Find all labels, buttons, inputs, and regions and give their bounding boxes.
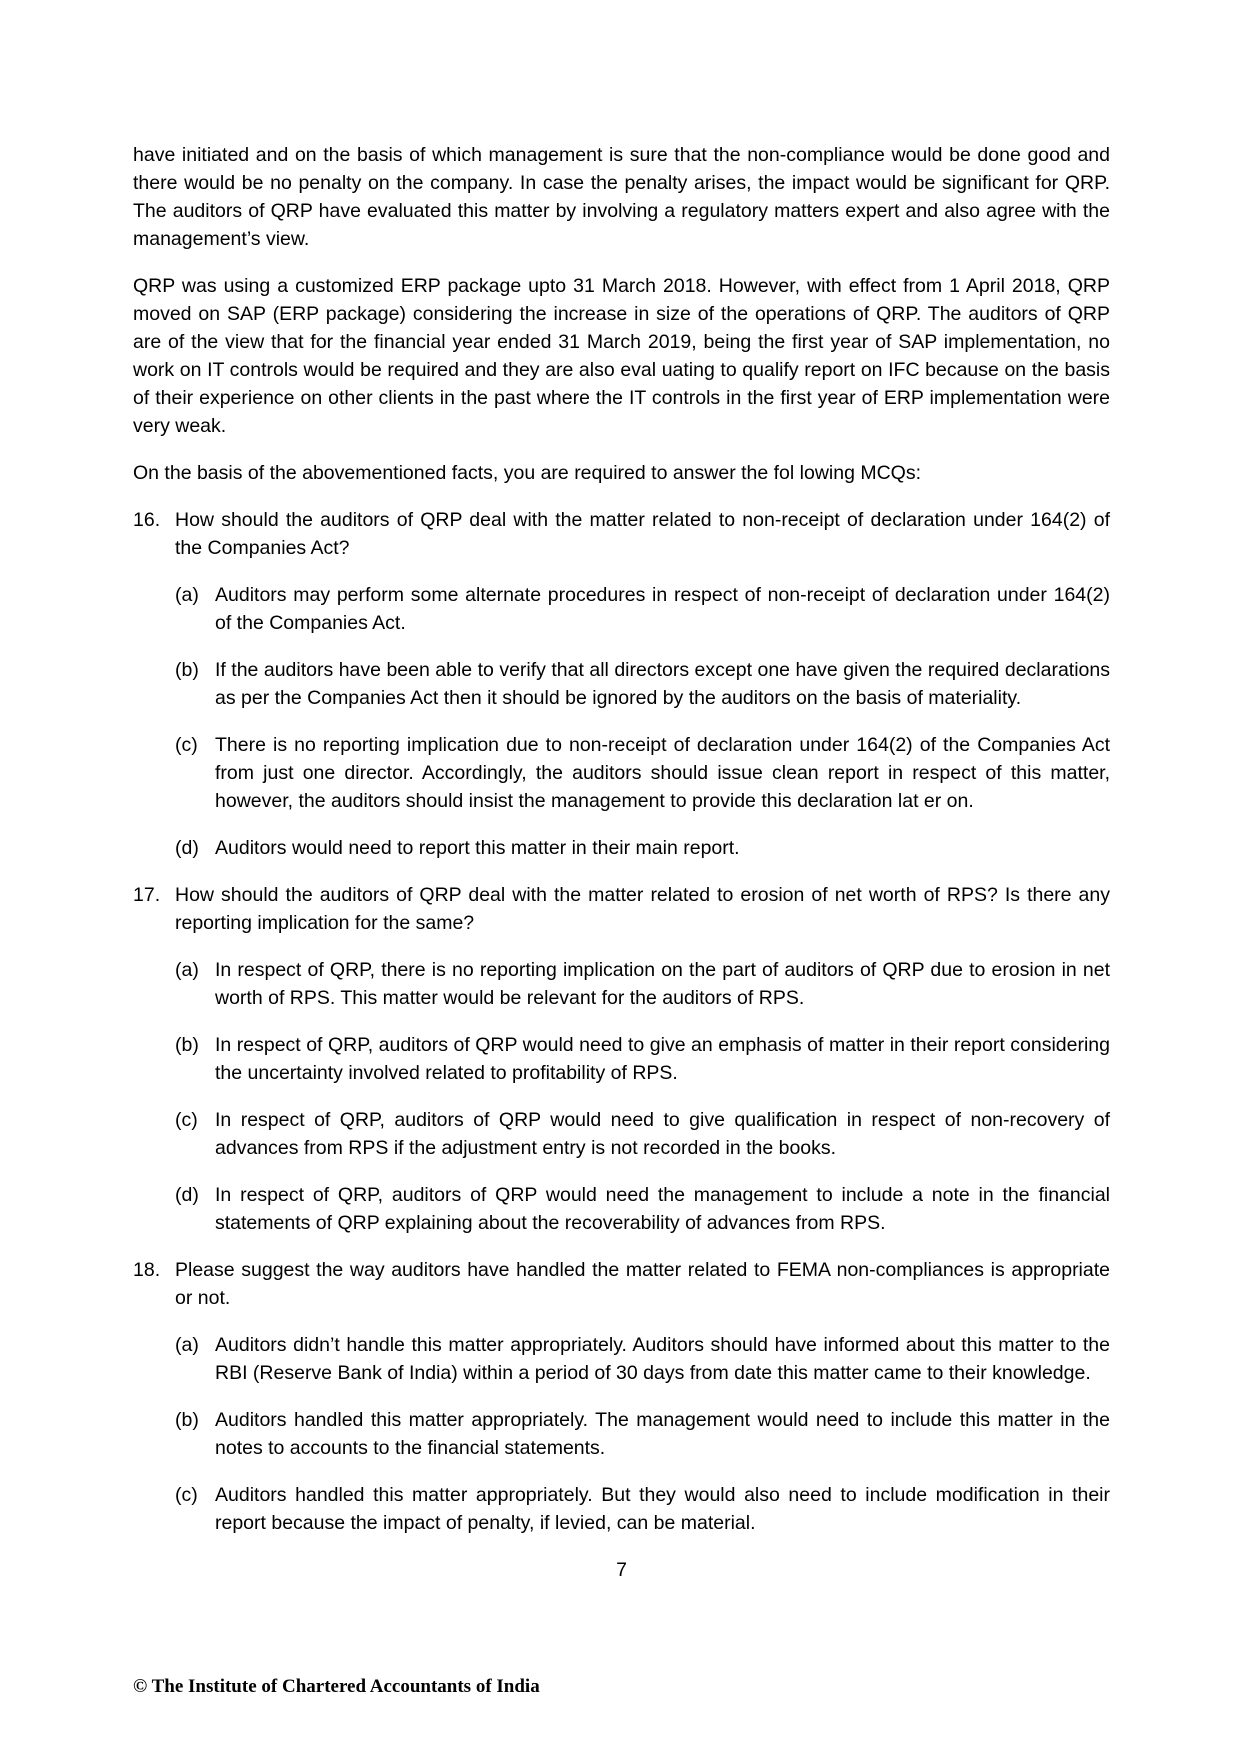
question-text: How should the auditors of QRP deal with the matter related to erosion of net worth of RPS? Is there any reporting implication for the same? <box>175 884 1110 934</box>
option-label: (b) <box>175 1034 199 1056</box>
option-label: (c) <box>175 734 198 756</box>
question-17-option-d <box>175 1181 1110 1237</box>
question-16-option-d <box>175 834 1110 862</box>
option-label: (a) <box>175 959 199 981</box>
option-label: (a) <box>175 584 199 606</box>
option-text: In respect of QRP, there is no reporting implication on the part of auditors of QRP due to erosion in net worth of RPS. This matter would be relevant for the auditors of RPS. <box>215 959 1110 1009</box>
question-17 <box>133 881 1110 937</box>
option-text: Auditors would need to report this matter in their main report. <box>215 837 740 859</box>
option-text: Auditors handled this matter appropriately. The management would need to include this matter in the notes to accounts to the financial statements. <box>215 1409 1110 1459</box>
option-text: Auditors handled this matter appropriately. But they would also need to include modification in their report because the impact of penalty, if levied, can be material. <box>215 1484 1110 1534</box>
question-number: 17. <box>133 884 161 906</box>
option-text: Auditors didn’t handle this matter appropriately. Auditors should have informed about this matter to the RBI (Reserve Bank of India) within a period of 30 days from date this matter came to their knowledge. <box>215 1334 1110 1384</box>
question-17-option-b <box>175 1031 1110 1087</box>
question-number: 16. <box>133 509 161 531</box>
intro-paragraph-1: have initiated and on the basis of which management is sure that the non-compliance would be done good and there would be no penalty on the company. In case the penalty arises, the impact would be significant for QRP. The auditors of QRP have evaluated this matter by involving a regulatory matters expert and also agree with the management’s view. <box>133 144 1110 250</box>
option-text: In respect of QRP, auditors of QRP would need the management to include a note in the financial statements of QRP explaining about the recoverability of advances from RPS. <box>215 1184 1110 1234</box>
question-text: How should the auditors of QRP deal with the matter related to non-receipt of declaration under 164(2) of the Companies Act? <box>175 509 1110 559</box>
option-label: (b) <box>175 1409 199 1431</box>
question-18 <box>133 1256 1110 1312</box>
option-text: In respect of QRP, auditors of QRP would need to give qualification in respect of non-recovery of advances from RPS if the adjustment entry is not recorded in the books. <box>215 1109 1110 1159</box>
question-17-option-c <box>175 1106 1110 1162</box>
page-content <box>133 141 1110 1556</box>
intro-paragraph-2: QRP was using a customized ERP package upto 31 March 2018. However, with effect from 1 April 2018, QRP moved on SAP (ERP package) considering the increase in size of the operations of QRP. The auditors of QRP are of the view that for the financial year ended 31 March 2019, being the first year of SAP implementation, no work on IT controls would be required and they are also eval uating to qualify report on IFC because on the basis of their experience on other clients in the past where the IT controls in the first year of ERP implementation were very weak. <box>133 275 1110 437</box>
question-text: Please suggest the way auditors have handled the matter related to FEMA non-compliances is appropriate or not. <box>175 1259 1110 1309</box>
question-16-option-a <box>175 581 1110 637</box>
copyright-footer: © The Institute of Chartered Accountants of India <box>133 1676 540 1697</box>
question-16-option-c <box>175 731 1110 815</box>
option-label: (c) <box>175 1109 198 1131</box>
option-text: Auditors may perform some alternate procedures in respect of non-receipt of declaration under 164(2) of the Companies Act. <box>215 584 1110 634</box>
question-number: 18. <box>133 1259 161 1281</box>
question-16-option-b <box>175 656 1110 712</box>
option-label: (a) <box>175 1334 199 1356</box>
option-text: There is no reporting implication due to non-receipt of declaration under 164(2) of the Companies Act from just one director. Accordingly, the auditors should issue clean report in respect of this matter, however, the auditors should insist the management to provide this declaration lat er on. <box>215 734 1110 812</box>
option-label: (d) <box>175 837 199 859</box>
option-label: (c) <box>175 1484 198 1506</box>
question-18-option-a <box>175 1331 1110 1387</box>
intro-paragraph-3: On the basis of the abovementioned facts, you are required to answer the fol lowing MCQs: <box>133 462 922 484</box>
option-label: (b) <box>175 659 199 681</box>
option-text: If the auditors have been able to verify that all directors except one have given the required declarations as per the Companies Act then it should be ignored by the auditors on the basis of materiality. <box>215 659 1110 709</box>
question-18-option-c <box>175 1481 1110 1537</box>
question-18-option-b <box>175 1406 1110 1462</box>
question-17-option-a <box>175 956 1110 1012</box>
option-text: In respect of QRP, auditors of QRP would need to give an emphasis of matter in their report considering the uncertainty involved related to profitability of RPS. <box>215 1034 1110 1084</box>
page-number: 7 <box>616 1559 627 1581</box>
question-16 <box>133 506 1110 562</box>
option-label: (d) <box>175 1184 199 1206</box>
